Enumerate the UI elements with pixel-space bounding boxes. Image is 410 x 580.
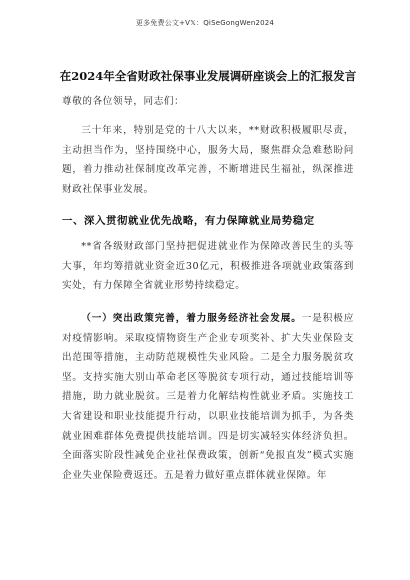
section-heading: 一、深入贯彻就业优先战略，有力保障就业局势稳定	[62, 215, 315, 227]
document-title: 在2024年全省财政社保事业发展调研座谈会上的汇报发言	[59, 69, 357, 83]
header-note: 更多免费公文+V𝕏：QiSeGongWen2024	[135, 19, 275, 27]
salutation: 尊敬的各位领导，同志们：	[62, 96, 185, 107]
subsection-heading: （一）突出政策完善，着力服务经济社会发展。	[81, 313, 302, 324]
intro-paragraph: 三十年来，特别是党的十八大以来，**财政积极履职尽责，主动担当作为，坚持围绕中心，服务大局，聚焦群众急难愁盼问题，着力推动社保制度改革完善，不断增进民生福祉，纵深推进财政社保事业发展。	[62, 125, 354, 195]
subsection-body: 一是积极应对疫情影响。采取疫情物资生产企业专项奖补、扩大失业保险支出范围等措施，主动防范规模性失业风险。二是全力服务脱贫攻坚。支持实施大别山革命老区等脱贫专项行动，通过技能培训等措施，助力就业脱贫。三是着力化解结构性就业矛盾。实施技工大省建设和职业技能提升行动，以职业技能培训为抓手，为各类就业困难群体免费提供技能培训。四是切实减轻实体经济负担。全面落实阶段性减免企业社保费政策，创新“免报直发”模式实施企业失业保险费返还。五是着力做好重点群体就业保障。年	[62, 313, 354, 481]
subsection-paragraph	[62, 309, 354, 485]
section-intro-paragraph: **省各级财政部门坚持把促进就业作为保障改善民生的头等大事，年均筹措就业资金近30亿元，积极推进各项就业政策落到实处，有力保障全省就业形势持续稳定。	[62, 241, 354, 292]
